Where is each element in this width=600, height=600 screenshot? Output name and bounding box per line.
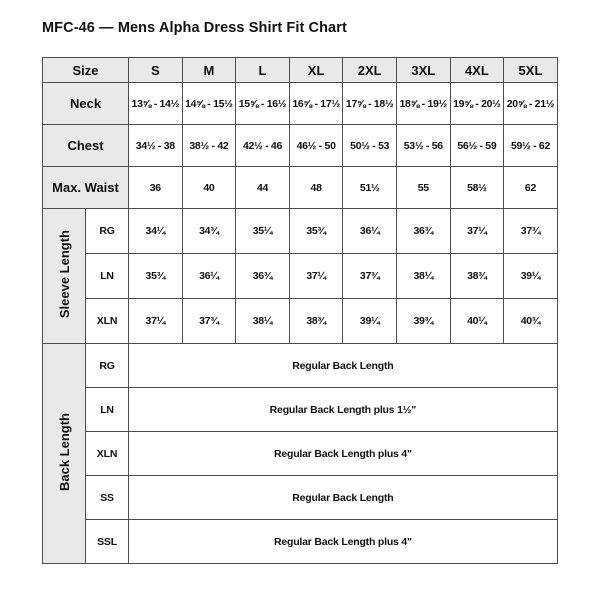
size-col-header-xl: XL — [289, 58, 343, 83]
sleeve-xln-value: 37¼ — [129, 299, 183, 344]
size-col-header-l: L — [236, 58, 290, 83]
back-xln-label: XLN — [86, 432, 129, 476]
sleeve-ln-value: 37¾ — [343, 254, 397, 299]
back-rg-label: RG — [86, 344, 129, 388]
size-col-header-5xl: 5XL — [504, 58, 558, 83]
page-title: MFC-46 — Mens Alpha Dress Shirt Fit Chart — [42, 20, 347, 36]
size-header-cell: Size — [43, 58, 129, 83]
sleeve-rg-value: 35¾ — [289, 209, 343, 254]
neck-value: 13⅝ - 14½ — [129, 83, 183, 125]
sleeve-xln-value: 40¼ — [450, 299, 504, 344]
chest-value: 59½ - 62 — [504, 125, 558, 167]
back-xln-row — [43, 432, 558, 476]
back-ssl-label: SSL — [86, 520, 129, 564]
sleeve-xln-value: 38¾ — [289, 299, 343, 344]
chest-value: 53½ - 56 — [396, 125, 450, 167]
max-waist-value: 40 — [182, 167, 236, 209]
sleeve-ln-value: 37¼ — [289, 254, 343, 299]
header-row — [43, 58, 558, 83]
neck-value: 20⅝ - 21½ — [504, 83, 558, 125]
back-rg-row — [43, 344, 558, 388]
back-ln-row — [43, 388, 558, 432]
sleeve-ln-value: 38¾ — [450, 254, 504, 299]
max-waist-value: 36 — [129, 167, 183, 209]
back-ln-value: Regular Back Length plus 1½" — [129, 388, 558, 432]
size-col-header-2xl: 2XL — [343, 58, 397, 83]
sleeve-rg-label: RG — [86, 209, 129, 254]
sleeve-length-group-label — [43, 209, 86, 344]
sleeve-rg-value: 36¼ — [343, 209, 397, 254]
max-waist-value: 48 — [289, 167, 343, 209]
sleeve-rg-value: 36¾ — [396, 209, 450, 254]
back-ssl-row — [43, 520, 558, 564]
chest-row — [43, 125, 558, 167]
back-ssl-value: Regular Back Length plus 4" — [129, 520, 558, 564]
max-waist-value: 55 — [396, 167, 450, 209]
size-col-header-s: S — [129, 58, 183, 83]
neck-value: 19⅝ - 20½ — [450, 83, 504, 125]
max-waist-value: 62 — [504, 167, 558, 209]
chest-value: 46½ - 50 — [289, 125, 343, 167]
sleeve-ln-value: 38¼ — [396, 254, 450, 299]
chest-value: 38½ - 42 — [182, 125, 236, 167]
max-waist-value: 44 — [236, 167, 290, 209]
sleeve-rg-value: 34¾ — [182, 209, 236, 254]
sleeve-xln-value: 39¾ — [396, 299, 450, 344]
chest-value: 34½ - 38 — [129, 125, 183, 167]
size-col-header-3xl: 3XL — [396, 58, 450, 83]
back-ss-value: Regular Back Length — [129, 476, 558, 520]
sleeve-xln-value: 39¼ — [343, 299, 397, 344]
back-rg-value: Regular Back Length — [129, 344, 558, 388]
neck-value: 17⅝ - 18½ — [343, 83, 397, 125]
sleeve-rg-value: 37¼ — [450, 209, 504, 254]
chest-value: 50½ - 53 — [343, 125, 397, 167]
back-length-vertical-text: Back Length — [56, 412, 72, 491]
neck-row-label: Neck — [43, 83, 129, 125]
max-waist-value: 58½ — [450, 167, 504, 209]
sleeve-ln-row — [43, 254, 558, 299]
size-col-header-m: M — [182, 58, 236, 83]
chest-row-label: Chest — [43, 125, 129, 167]
back-xln-value: Regular Back Length plus 4" — [129, 432, 558, 476]
chest-value: 56½ - 59 — [450, 125, 504, 167]
max-waist-value: 51½ — [343, 167, 397, 209]
sleeve-rg-value: 37¾ — [504, 209, 558, 254]
sleeve-xln-value: 38¼ — [236, 299, 290, 344]
sleeve-rg-value: 34¼ — [129, 209, 183, 254]
neck-value: 16⅝ - 17½ — [289, 83, 343, 125]
back-ln-label: LN — [86, 388, 129, 432]
neck-value: 15⅝ - 16½ — [236, 83, 290, 125]
sleeve-ln-label: LN — [86, 254, 129, 299]
sleeve-ln-value: 35¾ — [129, 254, 183, 299]
sleeve-ln-value: 36¾ — [236, 254, 290, 299]
max-waist-row — [43, 167, 558, 209]
sleeve-xln-value: 40¾ — [504, 299, 558, 344]
sleeve-xln-label: XLN — [86, 299, 129, 344]
sleeve-ln-value: 39¼ — [504, 254, 558, 299]
neck-value: 14⅝ - 15½ — [182, 83, 236, 125]
neck-value: 18⅝ - 19½ — [396, 83, 450, 125]
neck-row — [43, 83, 558, 125]
sleeve-ln-value: 36¼ — [182, 254, 236, 299]
chest-value: 42½ - 46 — [236, 125, 290, 167]
sleeve-rg-row — [43, 209, 558, 254]
sleeve-length-vertical-text: Sleeve Length — [56, 230, 72, 319]
size-col-header-4xl: 4XL — [450, 58, 504, 83]
max-waist-row-label: Max. Waist — [43, 167, 129, 209]
back-length-group-label — [43, 344, 86, 564]
sleeve-xln-row — [43, 299, 558, 344]
sleeve-rg-value: 35¼ — [236, 209, 290, 254]
back-ss-row — [43, 476, 558, 520]
sleeve-xln-value: 37¾ — [182, 299, 236, 344]
fit-chart-table — [42, 57, 558, 564]
back-ss-label: SS — [86, 476, 129, 520]
